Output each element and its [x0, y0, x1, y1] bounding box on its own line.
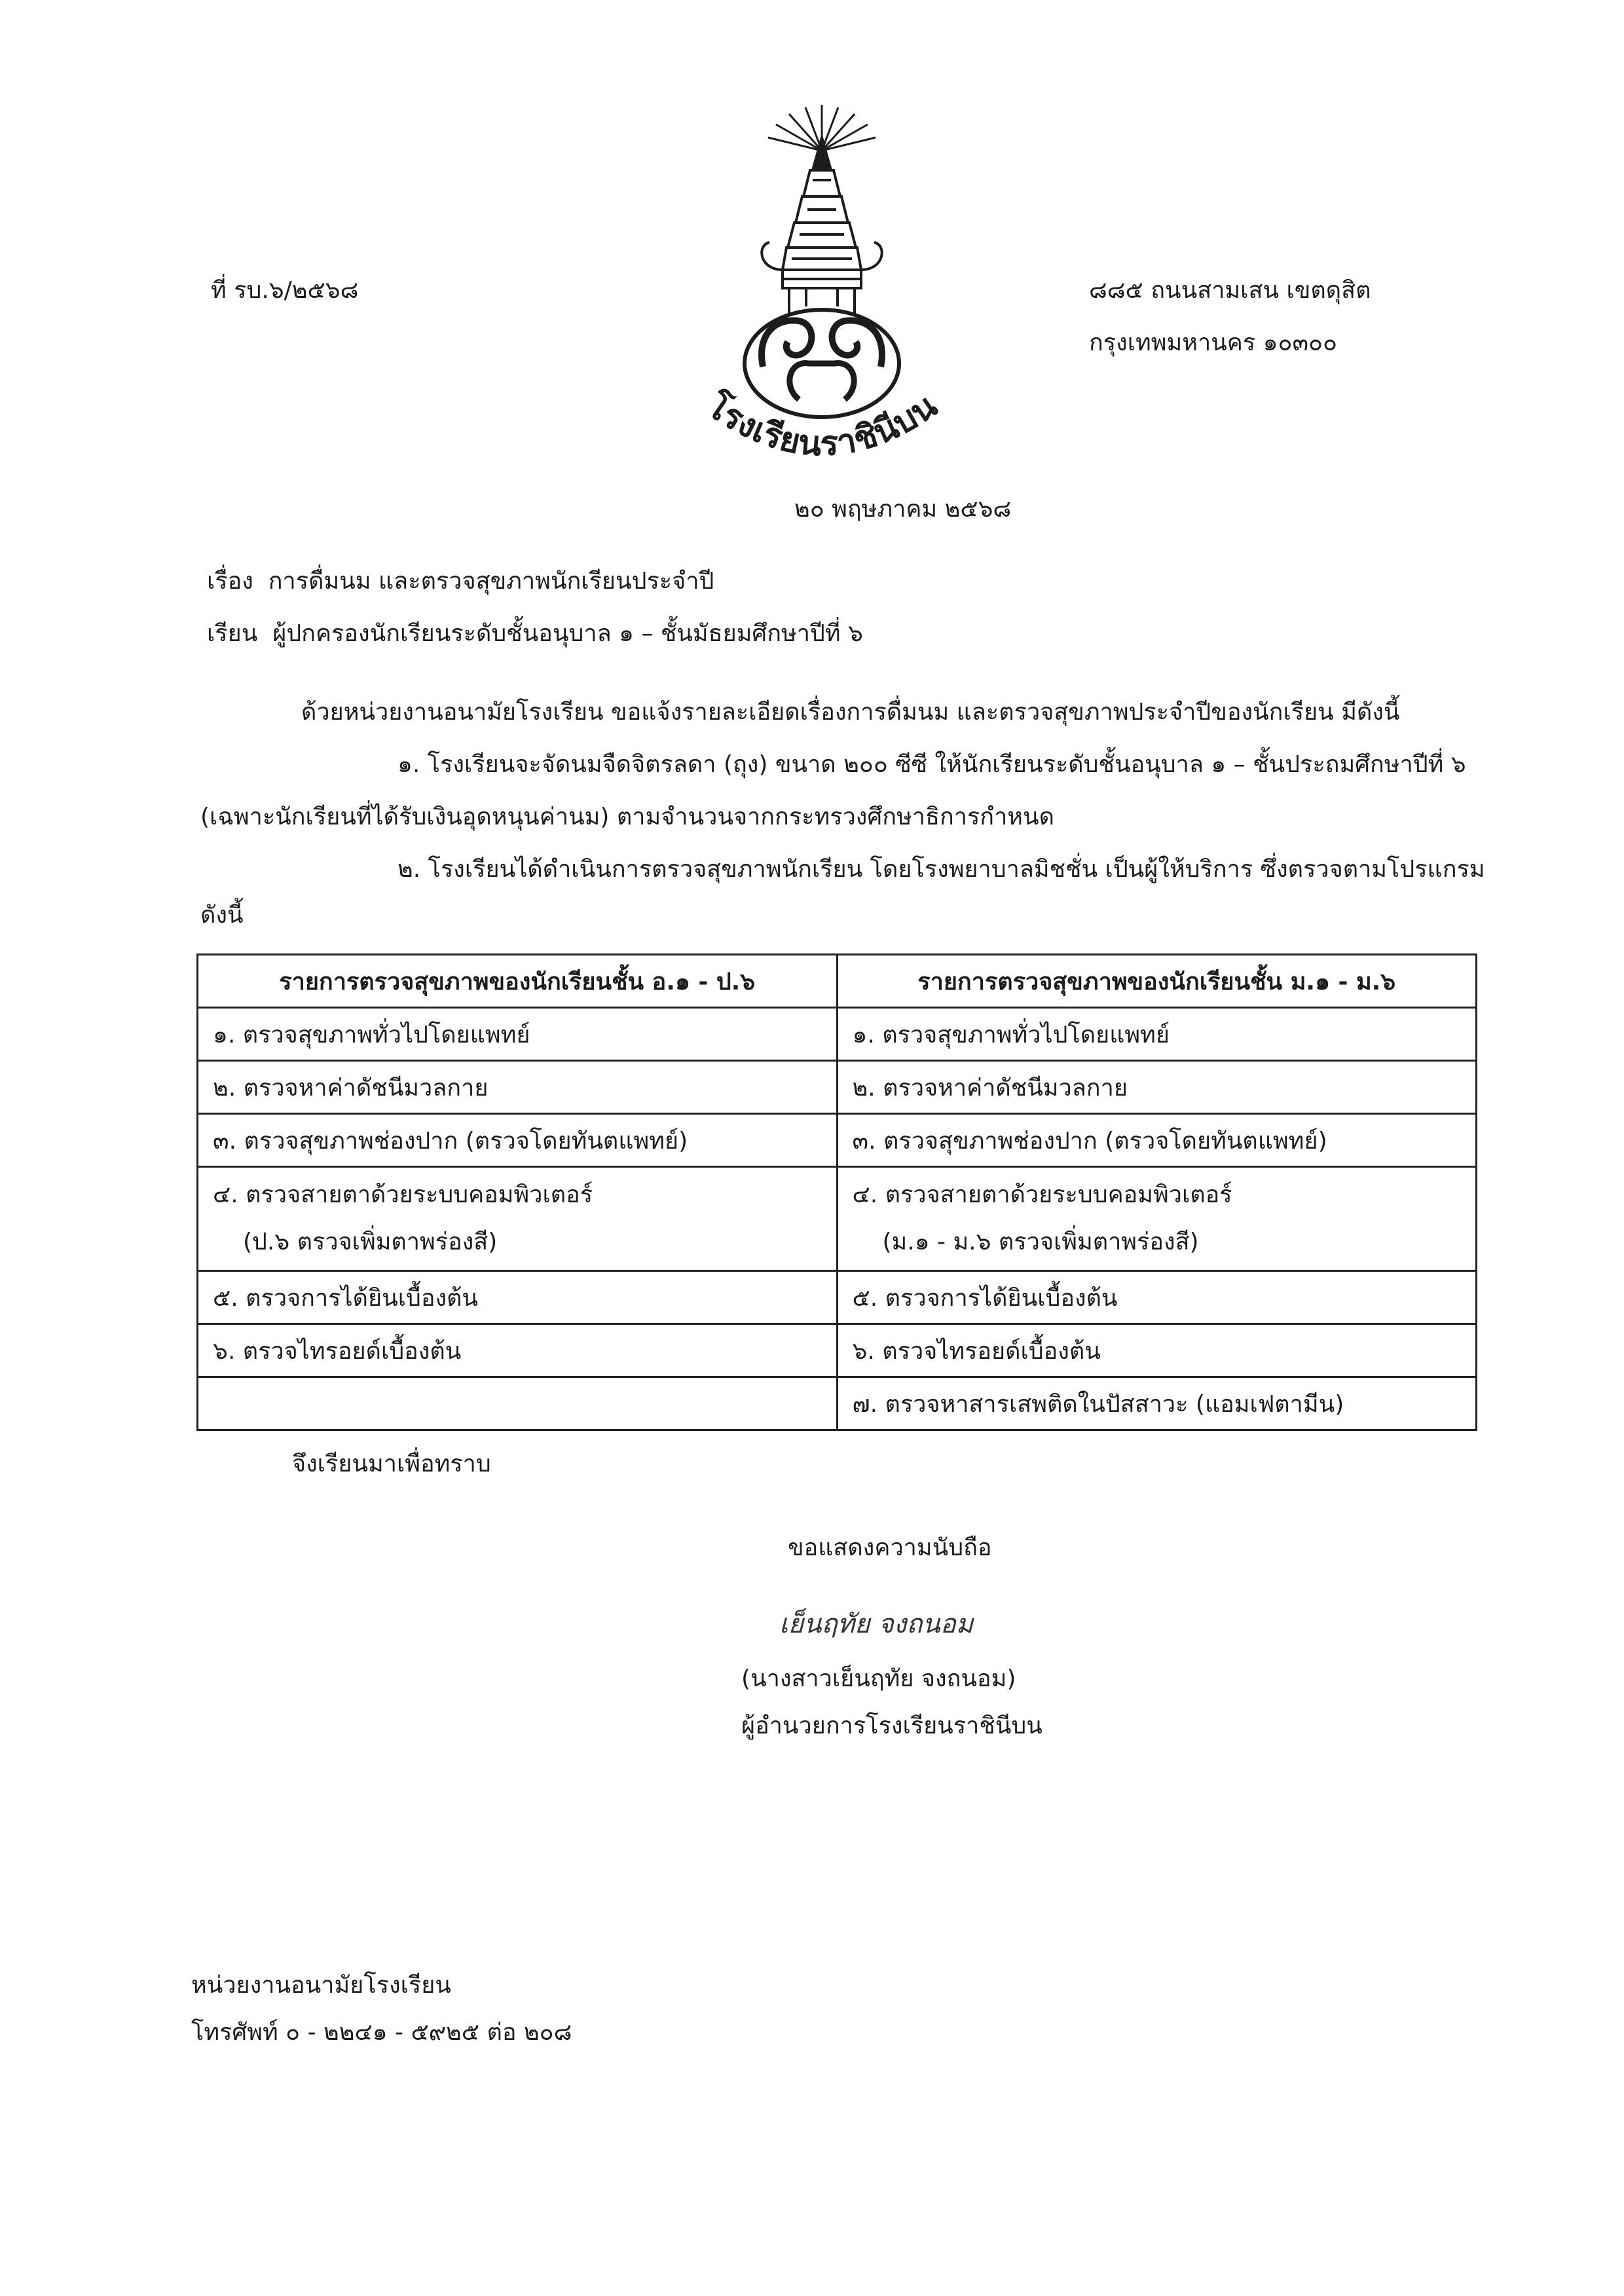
cell-line: ๔. ตรวจสายตาด้วยระบบคอมพิวเตอร์	[213, 1181, 593, 1208]
table-cell: ๒. ตรวจหาค่าดัชนีมวลกาย	[837, 1061, 1477, 1114]
footer-phone: โทรศัพท์ ๐ - ๒๒๔๑ - ๕๙๒๕ ต่อ ๒๐๘	[191, 2019, 572, 2046]
table-row	[198, 1324, 1477, 1377]
table-cell: ๕. ตรวจการได้ยินเบื้องต้น	[837, 1271, 1477, 1324]
subject-text: การดื่มนม และตรวจสุขภาพนักเรียนประจำปี	[268, 568, 714, 595]
table-header-secondary: รายการตรวจสุขภาพของนักเรียนชั้น ม.๑ - ม.๖	[837, 955, 1477, 1008]
table-cell	[198, 1167, 838, 1271]
address-line-2: กรุงเทพมหานคร ๑๐๓๐๐	[1089, 329, 1338, 356]
table-cell: ๓. ตรวจสุขภาพช่องปาก (ตรวจโดยทันตแพทย์)	[837, 1114, 1477, 1167]
svg-text:โรงเรียนราชินีบน: โรงเรียนราชินีบน	[699, 386, 944, 464]
recipient-line	[207, 618, 863, 650]
table-row	[198, 1061, 1477, 1114]
table-cell	[837, 1167, 1477, 1271]
closing-line: จึงเรียนมาเพื่อทราบ	[292, 1451, 491, 1477]
address-line-1: ๘๘๕ ถนนสามเสน เขตดุสิต	[1089, 277, 1371, 304]
signer-name: (นางสาวเย็นฤทัย จงถนอม)	[741, 1665, 1016, 1692]
cell-line: ๔. ตรวจสายตาด้วยระบบคอมพิวเตอร์	[852, 1181, 1232, 1208]
table-row	[198, 1008, 1477, 1061]
cell-line: (ป.๖ ตรวจเพิ่มตาพร่องสี)	[243, 1229, 498, 1255]
table-cell: ๖. ตรวจไทรอยด์เบื้องต้น	[198, 1324, 838, 1377]
body-item-1-line-1: ๑. โรงเรียนจะจัดนมจืดจิตรลดา (ถุง) ขนาด ๒๐๐ ซีซี ให้นักเรียนระดับชั้นอนุบาล ๑ – ชั้นประถมศึกษาปีที่ ๖	[397, 751, 1466, 778]
body-intro: ด้วยหน่วยงานอนามัยโรงเรียน ขอแจ้งรายละเอียดเรื่องการดื่มนม และตรวจสุขภาพประจำปีของนักเรียน มีดังนี้	[301, 699, 1400, 726]
table-row	[198, 1271, 1477, 1324]
table-cell: ๓. ตรวจสุขภาพช่องปาก (ตรวจโดยทันตแพทย์)	[198, 1114, 838, 1167]
table-cell: ๑. ตรวจสุขภาพทั่วไปโดยแพทย์	[837, 1008, 1477, 1061]
recipient-label: เรียน	[207, 620, 258, 647]
school-emblem-icon	[684, 98, 959, 465]
body-item-1-line-2: (เฉพาะนักเรียนที่ได้รับเงินอุดหนุนค่านม) ตามจำนวนจากกระทรวงศึกษาธิการกำหนด	[200, 804, 1055, 830]
table-header-row	[198, 955, 1477, 1008]
body-item-2-line-1: ๒. โรงเรียนได้ดำเนินการตรวจสุขภาพนักเรียน โดยโรงพยาบาลมิชชั่น เป็นผู้ให้บริการ ซึ่งตรวจตามโปรแกรม	[397, 856, 1485, 883]
regards-line: ขอแสดงความนับถือ	[788, 1534, 992, 1561]
body-item-2-line-2: ดังนี้	[200, 902, 244, 929]
table-row	[198, 1167, 1477, 1271]
letter-number: ที่ รบ.๖/๒๕๖๘	[211, 277, 359, 304]
subject-label: เรื่อง	[207, 568, 253, 595]
table-cell: ๗. ตรวจหาสารเสพติดในปัสสาวะ (แอมเฟตามีน)	[837, 1377, 1477, 1430]
table-header-primary: รายการตรวจสุขภาพของนักเรียนชั้น อ.๑ - ป.๖	[198, 955, 838, 1008]
table-row	[198, 1114, 1477, 1167]
table-cell: ๑. ตรวจสุขภาพทั่วไปโดยแพทย์	[198, 1008, 838, 1061]
subject-line	[207, 566, 714, 597]
table-cell-empty	[198, 1377, 838, 1430]
table-cell: ๒. ตรวจหาค่าดัชนีมวลกาย	[198, 1061, 838, 1114]
table-cell: ๖. ตรวจไทรอยด์เบื้องต้น	[837, 1324, 1477, 1377]
footer-unit: หน่วยงานอนามัยโรงเรียน	[191, 1972, 451, 1999]
letter-date: ๒๐ พฤษภาคม ๒๕๖๘	[794, 496, 1012, 523]
health-check-table	[196, 954, 1477, 1431]
cell-line: (ม.๑ - ม.๖ ตรวจเพิ่มตาพร่องสี)	[882, 1229, 1199, 1255]
signature: เย็นฤทัย จงถนอม	[779, 1609, 974, 1639]
recipient-text: ผู้ปกครองนักเรียนระดับชั้นอนุบาล ๑ – ชั้นมัธยมศึกษาปีที่ ๖	[272, 620, 863, 647]
table-row	[198, 1377, 1477, 1430]
signer-title: ผู้อำนวยการโรงเรียนราชินีบน	[741, 1713, 1043, 1739]
table-cell: ๕. ตรวจการได้ยินเบื้องต้น	[198, 1271, 838, 1324]
